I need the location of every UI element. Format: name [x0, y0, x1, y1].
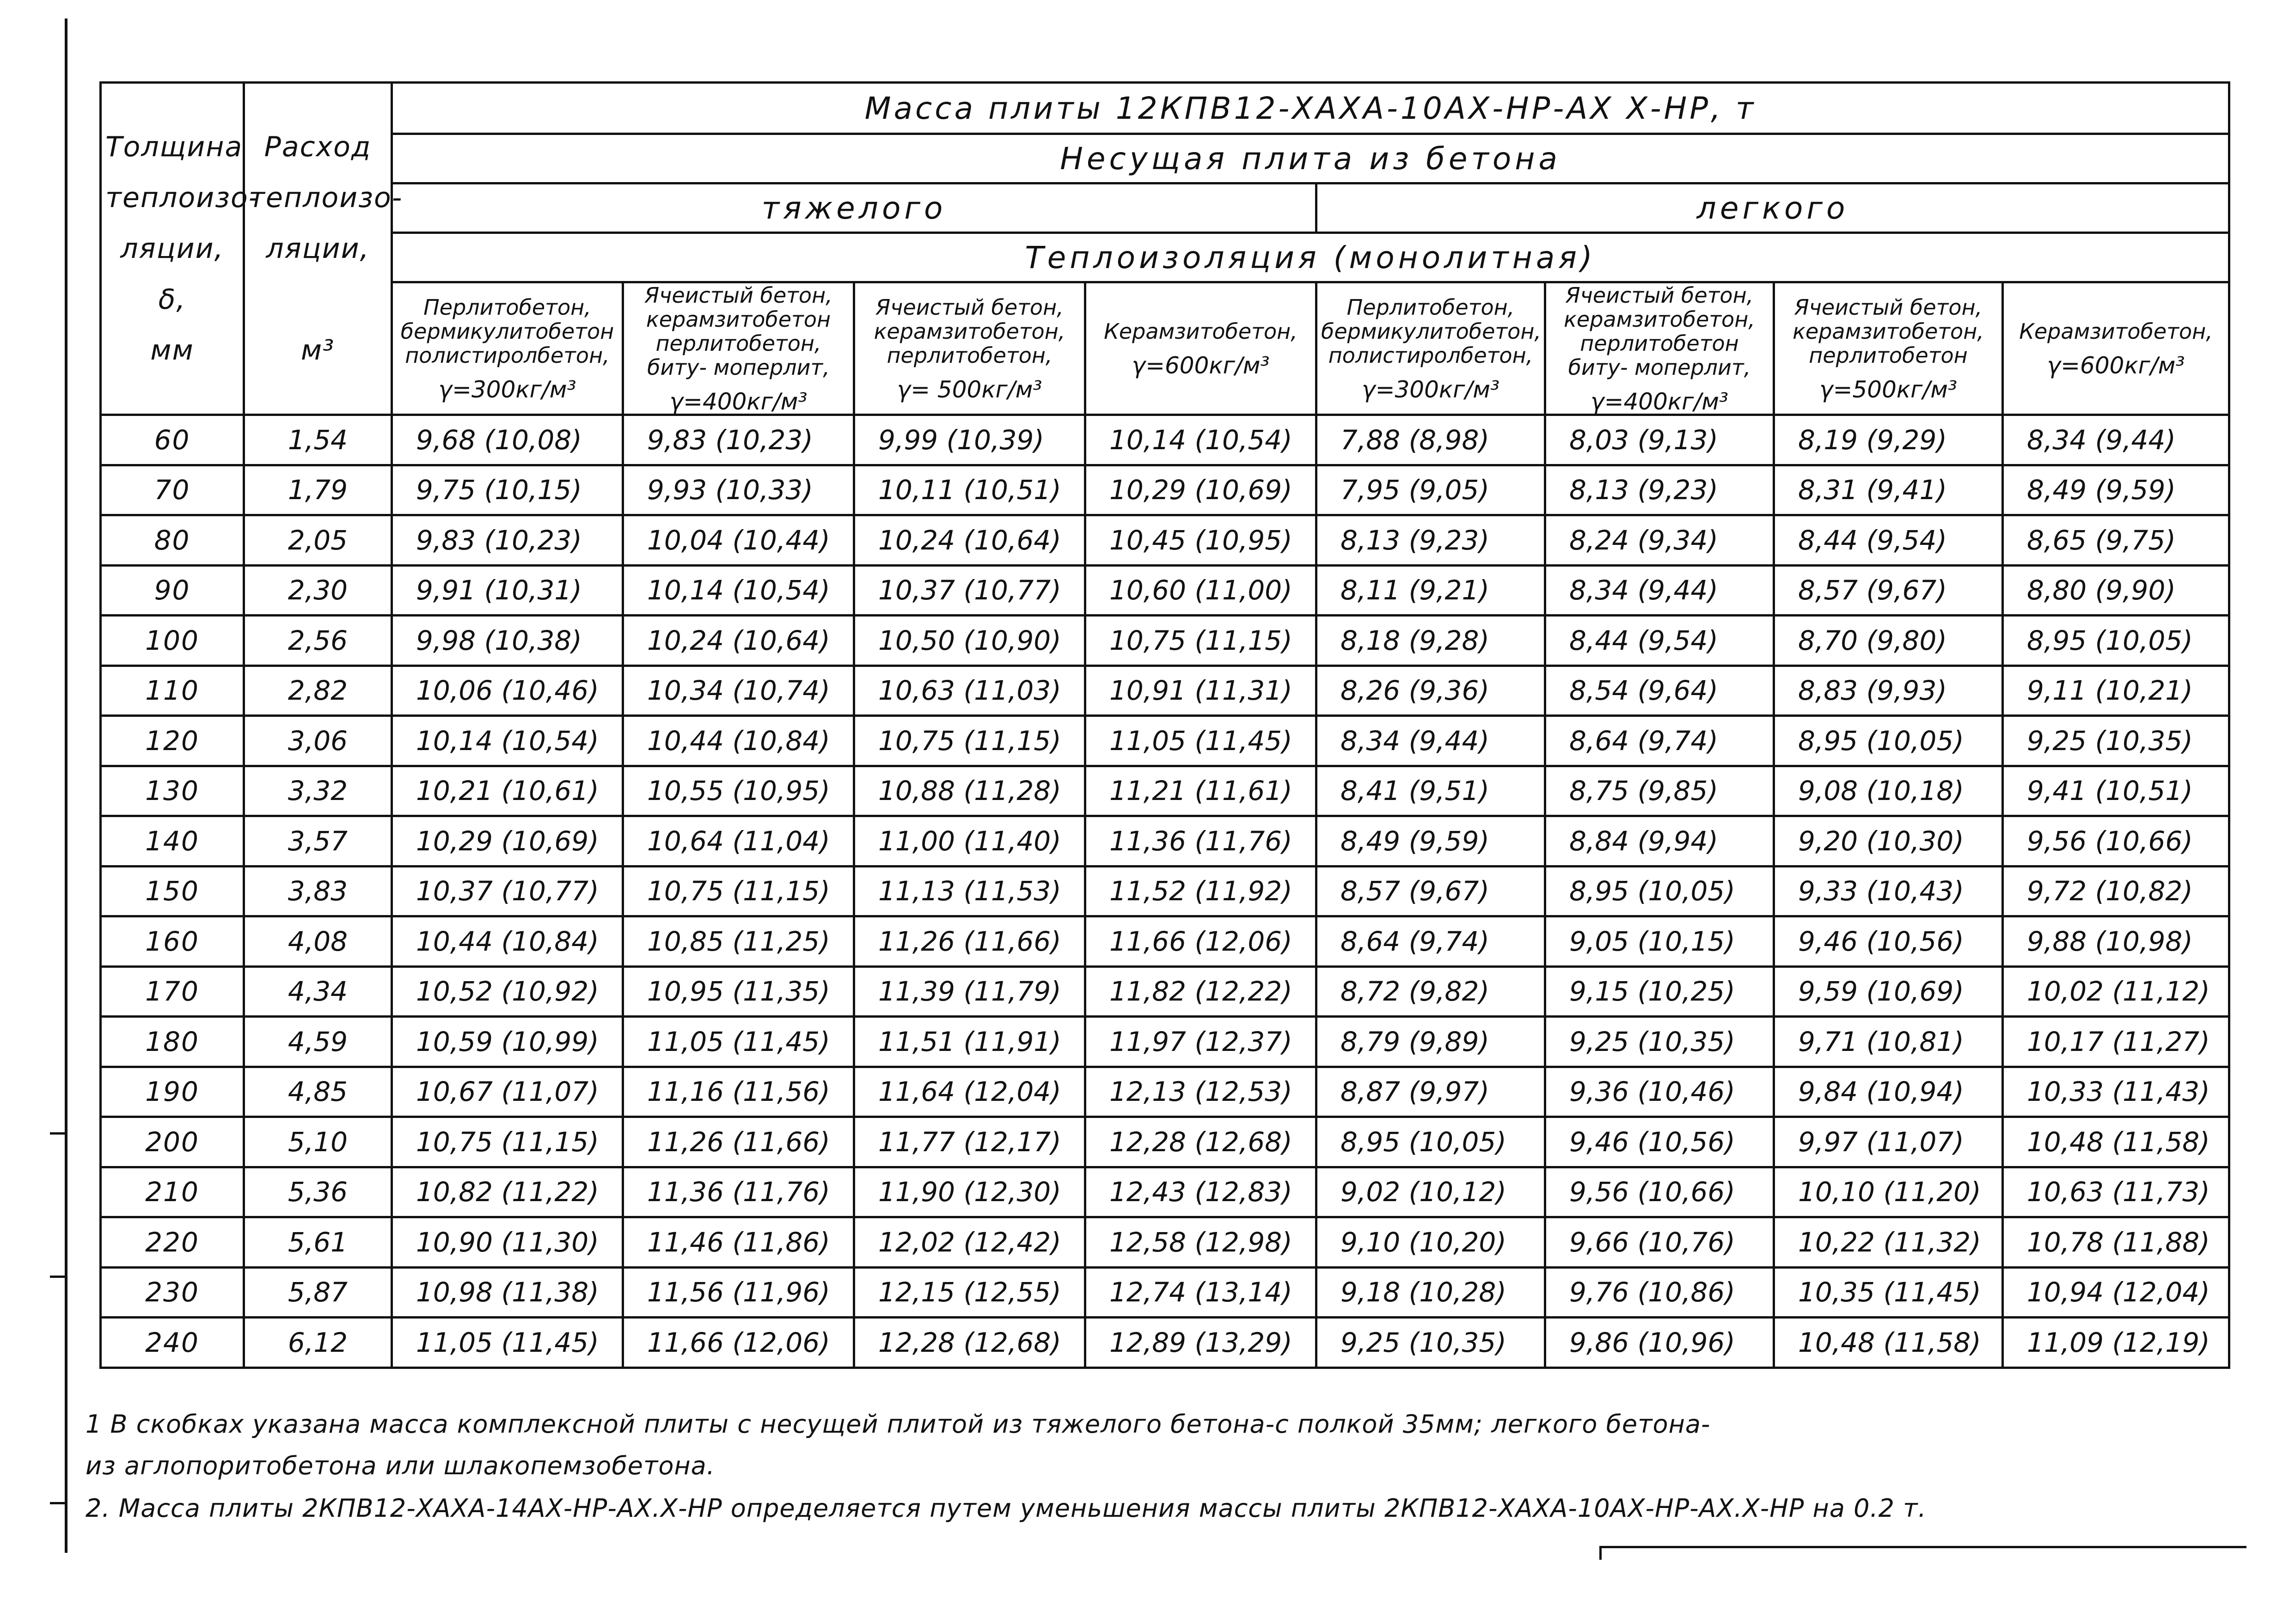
flow-label-2: теплоизо- — [249, 182, 403, 214]
mass-cell: 10,06 (10,46) — [392, 665, 623, 716]
mass-cell: 9,71 (10,81) — [1774, 1017, 2003, 1067]
mass-cell: 10,48 (11,58) — [1774, 1318, 2003, 1368]
mass-cell: 9,83 (10,23) — [623, 415, 854, 465]
mass-cell: 11,77 (12,17) — [854, 1117, 1085, 1167]
table-title: Масса плиты 12КПВ12-ХАХА-10АХ-НР-АХ Х-НР, т — [392, 83, 2229, 134]
material-name: Перлитобетон, бермикулитобетон полистиролбетон, — [400, 295, 614, 368]
mass-cell: 9,98 (10,38) — [392, 616, 623, 666]
mass-cell: 7,88 (8,98) — [1316, 415, 1545, 465]
mass-cell: 10,94 (12,04) — [2003, 1267, 2229, 1318]
thickness-cell: 140 — [101, 816, 244, 867]
thickness-cell: 90 — [101, 565, 244, 616]
material-name: Керамзитобетон, — [1104, 319, 1297, 344]
table-row — [101, 665, 2229, 716]
flow-cell: 3,83 — [244, 866, 392, 916]
mass-cell: 9,99 (10,39) — [854, 415, 1085, 465]
mass-cell: 8,79 (9,89) — [1316, 1017, 1545, 1067]
mass-table — [99, 81, 2230, 1369]
flow-header — [244, 83, 403, 415]
table-row — [101, 716, 2229, 766]
mass-cell: 8,44 (9,54) — [1774, 515, 2003, 566]
table-row — [101, 565, 2229, 616]
thickness-cell: 170 — [101, 966, 244, 1017]
mass-cell: 8,44 (9,54) — [1545, 616, 1774, 666]
mass-cell: 10,98 (11,38) — [392, 1267, 623, 1318]
thickness-label-5: мм — [150, 334, 194, 366]
thickness-cell: 240 — [101, 1318, 244, 1368]
mass-cell: 10,29 (10,69) — [392, 816, 623, 867]
mass-cell: 10,91 (11,31) — [1085, 665, 1316, 716]
margin-tick — [50, 1276, 66, 1278]
material-density: γ=600кг/м³ — [2047, 352, 2185, 379]
mass-cell: 8,95 (10,05) — [2003, 616, 2229, 666]
mass-cell: 12,13 (12,53) — [1085, 1067, 1316, 1117]
mass-cell: 11,66 (12,06) — [623, 1318, 854, 1368]
mass-cell: 8,65 (9,75) — [2003, 515, 2229, 566]
mass-cell: 9,10 (10,20) — [1316, 1217, 1545, 1268]
mass-cell: 11,51 (11,91) — [854, 1017, 1085, 1067]
mass-cell: 9,66 (10,76) — [1545, 1217, 1774, 1268]
mass-cell: 9,33 (10,43) — [1774, 866, 2003, 916]
mass-cell: 11,66 (12,06) — [1085, 916, 1316, 967]
mass-cell: 8,57 (9,67) — [1774, 565, 2003, 616]
mass-cell: 9,75 (10,15) — [392, 465, 623, 515]
mass-cell: 11,05 (11,45) — [392, 1318, 623, 1368]
mass-cell: 10,44 (10,84) — [392, 916, 623, 967]
flow-cell: 2,56 — [244, 616, 392, 666]
mass-cell: 10,78 (11,88) — [2003, 1217, 2229, 1268]
mass-cell: 11,21 (11,61) — [1085, 766, 1316, 816]
mass-cell: 8,13 (9,23) — [1545, 465, 1774, 515]
flow-cell: 2,82 — [244, 665, 392, 716]
mass-cell: 10,48 (11,58) — [2003, 1117, 2229, 1167]
mass-cell: 10,88 (11,28) — [854, 766, 1085, 816]
stamp-line — [1599, 1546, 2246, 1548]
mass-cell: 8,72 (9,82) — [1316, 966, 1545, 1017]
mass-cell: 9,84 (10,94) — [1774, 1067, 2003, 1117]
material-density: γ=300кг/м³ — [438, 376, 576, 403]
mass-cell: 10,34 (10,74) — [623, 665, 854, 716]
thickness-cell: 230 — [101, 1267, 244, 1318]
mass-cell: 8,95 (10,05) — [1316, 1117, 1545, 1167]
table-row — [101, 1217, 2229, 1268]
mass-cell: 9,18 (10,28) — [1316, 1267, 1545, 1318]
mass-cell: 9,56 (10,66) — [1545, 1167, 1774, 1217]
mass-cell: 11,13 (11,53) — [854, 866, 1085, 916]
mass-cell: 9,46 (10,56) — [1774, 916, 2003, 967]
table-row — [101, 1167, 2229, 1217]
note-2: 2. Масса плиты 2КПВ12-ХАХА-14АХ-НР-АХ.Х-НР определяется путем уменьшения массы плиты 2КПВ12-ХАХА-10АХ-НР-АХ.Х-НР на 0.2 т. — [86, 1494, 1927, 1523]
mass-cell: 10,75 (11,15) — [1085, 616, 1316, 666]
thickness-label-2: теплоизо- — [105, 182, 260, 214]
table-row — [101, 465, 2229, 515]
mass-cell: 11,00 (11,40) — [854, 816, 1085, 867]
flow-cell: 3,32 — [244, 766, 392, 816]
mass-cell: 8,34 (9,44) — [1316, 716, 1545, 766]
mass-cell: 10,64 (11,04) — [623, 816, 854, 867]
mass-cell: 8,41 (9,51) — [1316, 766, 1545, 816]
mass-cell: 10,10 (11,20) — [1774, 1167, 2003, 1217]
flow-cell: 4,08 — [244, 916, 392, 967]
flow-cell: 5,61 — [244, 1217, 392, 1268]
mass-cell: 11,05 (11,45) — [623, 1017, 854, 1067]
flow-cell: 2,05 — [244, 515, 392, 566]
thickness-cell: 120 — [101, 716, 244, 766]
thickness-cell: 70 — [101, 465, 244, 515]
flow-cell: 5,10 — [244, 1117, 392, 1167]
material-density: γ= 500кг/м³ — [897, 376, 1042, 403]
mass-cell: 10,75 (11,15) — [392, 1117, 623, 1167]
mass-cell: 12,43 (12,83) — [1085, 1167, 1316, 1217]
flow-label-4 — [249, 274, 387, 325]
stamp-line-tick — [1599, 1546, 1602, 1560]
mass-cell: 10,60 (11,00) — [1085, 565, 1316, 616]
table-row — [101, 966, 2229, 1017]
mass-cell: 9,15 (10,25) — [1545, 966, 1774, 1017]
thickness-cell: 60 — [101, 415, 244, 465]
material-density: γ=600кг/м³ — [1132, 352, 1270, 379]
mass-cell: 11,05 (11,45) — [1085, 716, 1316, 766]
mass-cell: 9,08 (10,18) — [1774, 766, 2003, 816]
mass-cell: 7,95 (9,05) — [1316, 465, 1545, 515]
mass-cell: 12,89 (13,29) — [1085, 1318, 1316, 1368]
mass-cell: 10,14 (10,54) — [623, 565, 854, 616]
flow-label-5: м³ — [300, 334, 335, 366]
mass-cell: 8,84 (9,94) — [1545, 816, 1774, 867]
material-header-8 — [2003, 282, 2229, 415]
thickness-label-4: δ, — [158, 283, 186, 316]
material-name: Ячеистый бетон, керамзитобетон, перлитобетон биту- моперлит, — [1564, 283, 1755, 380]
mass-cell: 9,68 (10,08) — [392, 415, 623, 465]
mass-cell: 11,26 (11,66) — [854, 916, 1085, 967]
mass-cell: 9,36 (10,46) — [1545, 1067, 1774, 1117]
material-name: Перлитобетон, бермикулитобетон, полистиролбетон, — [1321, 295, 1542, 368]
mass-cell: 11,09 (12,19) — [2003, 1318, 2229, 1368]
flow-cell: 4,59 — [244, 1017, 392, 1067]
mass-cell: 8,26 (9,36) — [1316, 665, 1545, 716]
material-density: γ=500кг/м³ — [1819, 376, 1957, 403]
material-name: Керамзитобетон, — [2019, 319, 2213, 344]
mass-cell: 10,63 (11,03) — [854, 665, 1085, 716]
note-1b: из аглопоритобетона или шлакопемзобетона. — [86, 1451, 715, 1480]
mass-cell: 10,44 (10,84) — [623, 716, 854, 766]
mass-cell: 10,95 (11,35) — [623, 966, 854, 1017]
material-header-1 — [392, 282, 623, 415]
thickness-cell: 210 — [101, 1167, 244, 1217]
insulation-header: Теплоизоляция (монолитная) — [392, 233, 2229, 282]
mass-cell: 9,05 (10,15) — [1545, 916, 1774, 967]
table-row — [101, 1117, 2229, 1167]
mass-cell: 12,28 (12,68) — [1085, 1117, 1316, 1167]
mass-cell: 9,20 (10,30) — [1774, 816, 2003, 867]
mass-cell: 11,16 (11,56) — [623, 1067, 854, 1117]
flow-cell: 4,34 — [244, 966, 392, 1017]
mass-cell: 11,26 (11,66) — [623, 1117, 854, 1167]
mass-cell: 10,55 (10,95) — [623, 766, 854, 816]
thickness-cell: 150 — [101, 866, 244, 916]
mass-cell: 10,52 (10,92) — [392, 966, 623, 1017]
mass-cell: 11,46 (11,86) — [623, 1217, 854, 1268]
material-density: γ=400кг/м³ — [669, 388, 808, 415]
thickness-cell: 80 — [101, 515, 244, 566]
mass-cell: 8,54 (9,64) — [1545, 665, 1774, 716]
mass-cell: 12,28 (12,68) — [854, 1318, 1085, 1368]
mass-cell: 9,97 (11,07) — [1774, 1117, 2003, 1167]
mass-cell: 10,85 (11,25) — [623, 916, 854, 967]
material-density: γ=400кг/м³ — [1591, 388, 1728, 415]
material-header-7 — [1774, 282, 2003, 415]
thickness-cell: 110 — [101, 665, 244, 716]
material-header-4 — [1085, 282, 1316, 415]
mass-cell: 12,58 (12,98) — [1085, 1217, 1316, 1268]
mass-cell: 11,52 (11,92) — [1085, 866, 1316, 916]
mass-cell: 9,25 (10,35) — [1316, 1318, 1545, 1368]
thickness-label-1: Толщина — [105, 131, 243, 163]
mass-cell: 11,39 (11,79) — [854, 966, 1085, 1017]
mass-cell: 10,33 (11,43) — [2003, 1067, 2229, 1117]
mass-cell: 9,41 (10,51) — [2003, 766, 2229, 816]
table-row — [101, 1067, 2229, 1117]
mass-cell: 8,34 (9,44) — [1545, 565, 1774, 616]
material-name: Ячеистый бетон, керамзитобетон, перлитобетон — [1793, 295, 1984, 368]
bearing-plate-header: Несущая плита из бетона — [392, 134, 2229, 183]
mass-cell: 9,46 (10,56) — [1545, 1117, 1774, 1167]
mass-cell: 10,17 (11,27) — [2003, 1017, 2229, 1067]
mass-cell: 10,11 (10,51) — [854, 465, 1085, 515]
table-row — [101, 916, 2229, 967]
flow-cell: 3,06 — [244, 716, 392, 766]
mass-cell: 11,36 (11,76) — [623, 1167, 854, 1217]
left-margin-line — [65, 18, 67, 1553]
flow-cell: 1,54 — [244, 415, 392, 465]
thickness-cell: 130 — [101, 766, 244, 816]
mass-cell: 8,75 (9,85) — [1545, 766, 1774, 816]
mass-cell: 8,57 (9,67) — [1316, 866, 1545, 916]
thickness-cell: 180 — [101, 1017, 244, 1067]
mass-cell: 8,03 (9,13) — [1545, 415, 1774, 465]
mass-cell: 10,37 (10,77) — [854, 565, 1085, 616]
table-row — [101, 816, 2229, 867]
mass-cell: 8,87 (9,97) — [1316, 1067, 1545, 1117]
table-row — [101, 766, 2229, 816]
mass-cell: 8,70 (9,80) — [1774, 616, 2003, 666]
mass-cell: 9,25 (10,35) — [2003, 716, 2229, 766]
mass-cell: 8,64 (9,74) — [1316, 916, 1545, 967]
mass-cell: 9,91 (10,31) — [392, 565, 623, 616]
mass-cell: 10,04 (10,44) — [623, 515, 854, 566]
flow-cell: 5,36 — [244, 1167, 392, 1217]
mass-cell: 11,36 (11,76) — [1085, 816, 1316, 867]
note-1a: 1 В скобках указана масса комплексной плиты с несущей плитой из тяжелого бетона-с полкой 35мм; легкого бетона- — [86, 1410, 1711, 1439]
mass-cell: 9,83 (10,23) — [392, 515, 623, 566]
mass-cell: 9,88 (10,98) — [2003, 916, 2229, 967]
mass-cell: 9,59 (10,69) — [1774, 966, 2003, 1017]
mass-cell: 8,64 (9,74) — [1545, 716, 1774, 766]
mass-cell: 9,76 (10,86) — [1545, 1267, 1774, 1318]
mass-cell: 8,80 (9,90) — [2003, 565, 2229, 616]
material-header-6 — [1545, 282, 1774, 415]
mass-cell: 9,02 (10,12) — [1316, 1167, 1545, 1217]
mass-cell: 10,90 (11,30) — [392, 1217, 623, 1268]
mass-cell: 10,75 (11,15) — [854, 716, 1085, 766]
mass-cell: 8,95 (10,05) — [1774, 716, 2003, 766]
mass-cell: 8,19 (9,29) — [1774, 415, 2003, 465]
mass-cell: 10,22 (11,32) — [1774, 1217, 2003, 1268]
mass-cell: 8,49 (9,59) — [1316, 816, 1545, 867]
flow-cell: 2,30 — [244, 565, 392, 616]
margin-tick — [50, 1502, 66, 1504]
mass-cell: 9,93 (10,33) — [623, 465, 854, 515]
mass-cell: 10,63 (11,73) — [2003, 1167, 2229, 1217]
mass-cell: 10,29 (10,69) — [1085, 465, 1316, 515]
material-density: γ=300кг/м³ — [1362, 376, 1499, 403]
mass-cell: 10,50 (10,90) — [854, 616, 1085, 666]
thickness-header — [101, 83, 260, 415]
mass-cell: 10,45 (10,95) — [1085, 515, 1316, 566]
mass-cell: 10,21 (10,61) — [392, 766, 623, 816]
thickness-cell: 190 — [101, 1067, 244, 1117]
mass-cell: 8,34 (9,44) — [2003, 415, 2229, 465]
mass-cell: 11,97 (12,37) — [1085, 1017, 1316, 1067]
material-name: Ячеистый бетон, керамзитобетон, перлитобетон, — [874, 295, 1065, 368]
mass-cell: 10,82 (11,22) — [392, 1167, 623, 1217]
mass-cell: 10,14 (10,54) — [1085, 415, 1316, 465]
material-header-3 — [854, 282, 1085, 415]
material-name: Ячеистый бетон, керамзитобетон перлитобетон, биту- моперлит, — [644, 283, 832, 380]
table-row — [101, 866, 2229, 916]
table-row — [101, 1267, 2229, 1318]
mass-cell: 10,24 (10,64) — [854, 515, 1085, 566]
mass-cell: 8,31 (9,41) — [1774, 465, 2003, 515]
mass-cell: 10,37 (10,77) — [392, 866, 623, 916]
thickness-cell: 100 — [101, 616, 244, 666]
mass-cell: 11,56 (11,96) — [623, 1267, 854, 1318]
thickness-label-3: ляции, — [120, 232, 224, 265]
mass-cell: 10,02 (11,12) — [2003, 966, 2229, 1017]
light-concrete-header: легкого — [1316, 183, 2229, 233]
flow-cell: 3,57 — [244, 816, 392, 867]
margin-tick — [50, 1132, 66, 1135]
mass-cell: 8,11 (9,21) — [1316, 565, 1545, 616]
mass-cell: 9,86 (10,96) — [1545, 1318, 1774, 1368]
thickness-cell: 220 — [101, 1217, 244, 1268]
mass-cell: 8,24 (9,34) — [1545, 515, 1774, 566]
thickness-cell: 200 — [101, 1117, 244, 1167]
mass-cell: 11,90 (12,30) — [854, 1167, 1085, 1217]
mass-cell: 8,95 (10,05) — [1545, 866, 1774, 916]
mass-cell: 11,64 (12,04) — [854, 1067, 1085, 1117]
mass-cell: 12,15 (12,55) — [854, 1267, 1085, 1318]
material-header-2 — [623, 282, 854, 415]
mass-cell: 9,11 (10,21) — [2003, 665, 2229, 716]
mass-cell: 8,13 (9,23) — [1316, 515, 1545, 566]
flow-cell: 1,79 — [244, 465, 392, 515]
mass-cell: 9,56 (10,66) — [2003, 816, 2229, 867]
mass-cell: 8,49 (9,59) — [2003, 465, 2229, 515]
table-row — [101, 1017, 2229, 1067]
mass-cell: 12,74 (13,14) — [1085, 1267, 1316, 1318]
mass-cell: 10,24 (10,64) — [623, 616, 854, 666]
mass-cell: 10,14 (10,54) — [392, 716, 623, 766]
mass-cell: 10,67 (11,07) — [392, 1067, 623, 1117]
mass-cell: 11,82 (12,22) — [1085, 966, 1316, 1017]
flow-label-1: Расход — [264, 131, 372, 163]
mass-cell: 9,72 (10,82) — [2003, 866, 2229, 916]
mass-cell: 8,83 (9,93) — [1774, 665, 2003, 716]
material-header-5 — [1316, 282, 1545, 415]
mass-cell: 10,59 (10,99) — [392, 1017, 623, 1067]
thickness-cell: 160 — [101, 916, 244, 967]
table-row — [101, 415, 2229, 465]
heavy-concrete-header: тяжелого — [392, 183, 1316, 233]
mass-cell: 10,35 (11,45) — [1774, 1267, 2003, 1318]
flow-label-3: ляции, — [266, 232, 370, 265]
mass-cell: 10,75 (11,15) — [623, 866, 854, 916]
flow-cell: 4,85 — [244, 1067, 392, 1117]
table-row — [101, 1318, 2229, 1368]
mass-cell: 8,18 (9,28) — [1316, 616, 1545, 666]
table-row — [101, 616, 2229, 666]
flow-cell: 5,87 — [244, 1267, 392, 1318]
flow-cell: 6,12 — [244, 1318, 392, 1368]
mass-cell: 9,25 (10,35) — [1545, 1017, 1774, 1067]
mass-cell: 12,02 (12,42) — [854, 1217, 1085, 1268]
table-row — [101, 515, 2229, 566]
